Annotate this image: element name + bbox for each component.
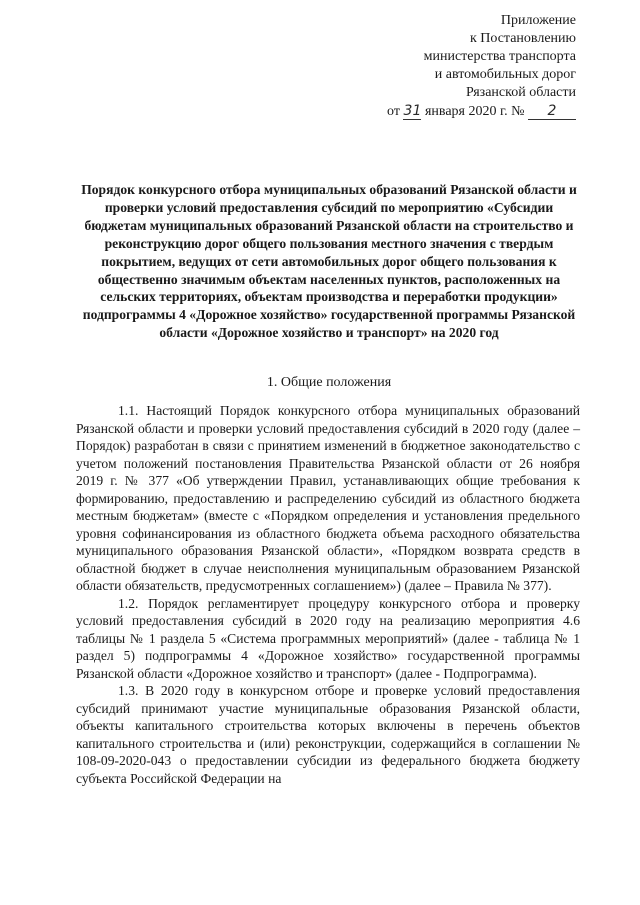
document-body (76, 402, 580, 787)
paragraph-1-3: 1.3. В 2020 году в конкурсном отборе и проверке условий предоставления субсидий принимают участие муниципальные образования Рязанской области, объекты капитального строительства которых включены в перечень объектов капитального строительства и (или) реконструкции, содержащийся в соглашении № 108-09-2020-043 о предоставлении субсидии из федерального бюджета бюджету субъекта Российской Федерации на (76, 683, 580, 786)
appendix-header (336, 12, 576, 121)
section-heading: 1. Общие положения (266, 375, 392, 390)
document-title: Порядок конкурсного отбора муниципальных образований Рязанской области и проверки условий предоставления субсидий по мероприятию «Субсидии бюджетам муниципальных образований Рязанской области на строительство и реконструкцию дорог общего пользования местного значения с твердым покрытием, ведущих от сети автомобильных дорог общего пользования к общественно значимым объектам населенных пунктов, расположенных на сельских территориях, объектам производства и переработки продукции» подпрограммы 4 «Дорожное хозяйство» государственной программы Рязанской области «Дорожное хозяйство и транспорт» на 2020 год (81, 182, 577, 341)
appendix-roads: и автомобильных дорог (434, 67, 576, 82)
date-day-handwritten: 31 (403, 103, 422, 119)
date-prefix: от (387, 104, 400, 119)
document-number-handwritten: 2 (528, 104, 576, 120)
paragraph-1-2: 1.2. Порядок регламентирует процедуру конкурсного отбора и проверку условий предоставления субсидий в 2020 году на реализацию мероприятия 4.6 таблицы № 1 раздела 5 «Система программных мероприятий» (далее - таблица № 1 раздел 5) подпрограммы 4 «Дорожное хозяйство» государственной программы Рязанской области «Дорожное хозяйство и транспорт» (далее - Подпрограмма). (76, 595, 580, 681)
appendix-label: Приложение (500, 13, 576, 28)
date-rest: января 2020 г. № (424, 104, 525, 119)
appendix-resolution: к Постановлению (469, 31, 576, 46)
appendix-ministry: министерства транспорта (423, 49, 576, 64)
paragraph-1-1: 1.1. Настоящий Порядок конкурсного отбора муниципальных образований Рязанской области и проверки условий предоставления субсидий в 2020 году (далее – Порядок) разработан в связи с принятием изменений в бюджетное законодательство с учетом положений постановления Правительства Рязанской области от 26 ноября 2019 г. № 377 «Об утверждении Правил, устанавливающих общие требования к формированию, предоставлению и распределению субсидий из областного бюджета местным бюджетам» (вместе с «Порядком определения и установления предельного уровня софинансирования из областного бюджета объема расходного обязательства муниципального образования Рязанской области», «Порядком возврата средств в областной бюджет в случае неисполнения муниципальным образованием Рязанской области обязательств, предусмотренных соглашением») (далее – Правила № 377). (76, 403, 580, 593)
appendix-region: Рязанской области (465, 85, 576, 100)
appendix-date (336, 103, 576, 121)
